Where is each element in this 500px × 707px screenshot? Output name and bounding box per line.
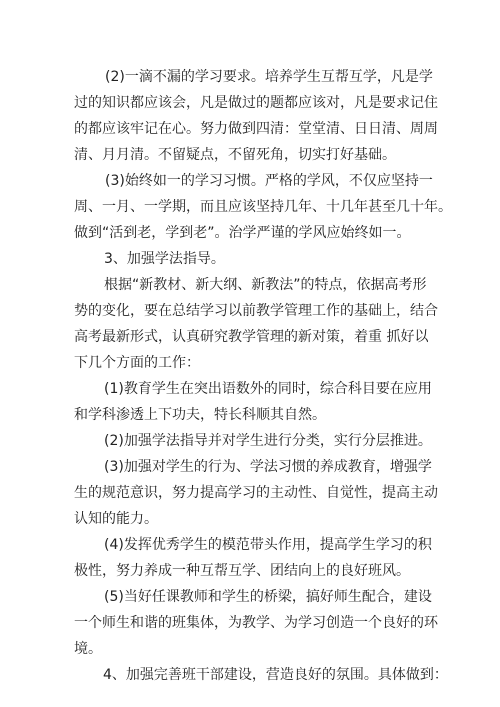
text-line bbox=[0, 639, 500, 659]
text-line-content: 高考最新形式，认真研究教学管理的新对策，着重 抓好以 bbox=[74, 329, 429, 345]
text-line-content: (3)始终如一的学习习惯。严格的学风，不仅应坚持一 bbox=[105, 173, 433, 189]
section-heading bbox=[0, 665, 500, 685]
text-line-content: (3)加强对学生的行为、学法习惯的养成教育，增强学 bbox=[104, 459, 432, 475]
text-line-content: 一个师生和谐的班集体，为教学、为学习创造一个良好的环 bbox=[74, 615, 438, 631]
text-line-content: (5)当好任课教师和学生的桥梁，搞好师生配合，建设 bbox=[104, 589, 432, 605]
text-line-content: (2)加强学法指导并对学生进行分类，实行分层推进。 bbox=[104, 433, 432, 449]
text-line bbox=[0, 613, 500, 633]
text-line-content: 清、月月清。不留疑点，不留死角，切实打好基础。 bbox=[74, 147, 396, 163]
text-line-content: 做到“活到老，学到老”。治学严谨的学风应始终如一。 bbox=[74, 225, 411, 241]
text-line-content: (2)一滴不漏的学习要求。培养学生互帮互学，凡是学 bbox=[105, 69, 433, 85]
text-line bbox=[0, 587, 500, 607]
text-line-content: 过的知识都应该会，凡是做过的题都应该对，凡是要求记住 bbox=[74, 95, 438, 111]
text-line-content: 和学科渗透上下功夫，特长科顺其自然。 bbox=[74, 407, 326, 423]
text-line-content: 根据“新教材、新大纲、新教法”的特点，依据高考形 bbox=[104, 277, 427, 293]
text-line bbox=[0, 405, 500, 425]
text-line-content: (4)发挥优秀学生的模范带头作用，提高学生学习的积 bbox=[104, 537, 432, 553]
text-line-content: 极性，努力养成一种互帮互学、团结向上的良好班风。 bbox=[74, 563, 410, 579]
text-line bbox=[0, 535, 500, 555]
text-line-content: 生的规范意识，努力提高学习的主动性、自觉性，提高主动 bbox=[74, 485, 438, 501]
text-line-content: 下几个方面的工作： bbox=[74, 355, 200, 371]
text-line-content: 3、加强学法指导。 bbox=[104, 251, 225, 267]
text-line bbox=[0, 171, 500, 191]
text-line bbox=[0, 119, 500, 139]
section-heading bbox=[0, 249, 500, 269]
text-line-content: (1)教育学生在突出语数外的同时，综合科目要在应用 bbox=[104, 381, 432, 397]
text-line bbox=[0, 509, 500, 529]
text-line-content: 认知的能力。 bbox=[74, 511, 158, 527]
text-line bbox=[0, 561, 500, 581]
text-line bbox=[0, 197, 500, 217]
text-line bbox=[0, 145, 500, 165]
text-line bbox=[0, 327, 500, 347]
text-line bbox=[0, 379, 500, 399]
text-line bbox=[0, 457, 500, 477]
text-line-content: 境。 bbox=[74, 641, 102, 657]
text-line bbox=[0, 223, 500, 243]
text-line bbox=[0, 275, 500, 295]
text-line-content: 的都应该牢记在心。努力做到四清：堂堂清、日日清、周周 bbox=[74, 121, 438, 137]
text-line bbox=[0, 93, 500, 113]
text-line bbox=[0, 301, 500, 321]
text-line bbox=[0, 353, 500, 373]
text-line-content: 周、一月、一学期，而且应该坚持几年、十几年甚至几十年。 bbox=[74, 199, 452, 215]
text-line-content: 势的变化，要在总结学习以前教学管理工作的基础上，结合 bbox=[74, 303, 438, 319]
text-line bbox=[0, 67, 500, 87]
text-line-content: 4、加强完善班干部建设，营造良好的氛围。具体做到： bbox=[103, 667, 448, 683]
text-line bbox=[0, 483, 500, 503]
text-line bbox=[0, 431, 500, 451]
